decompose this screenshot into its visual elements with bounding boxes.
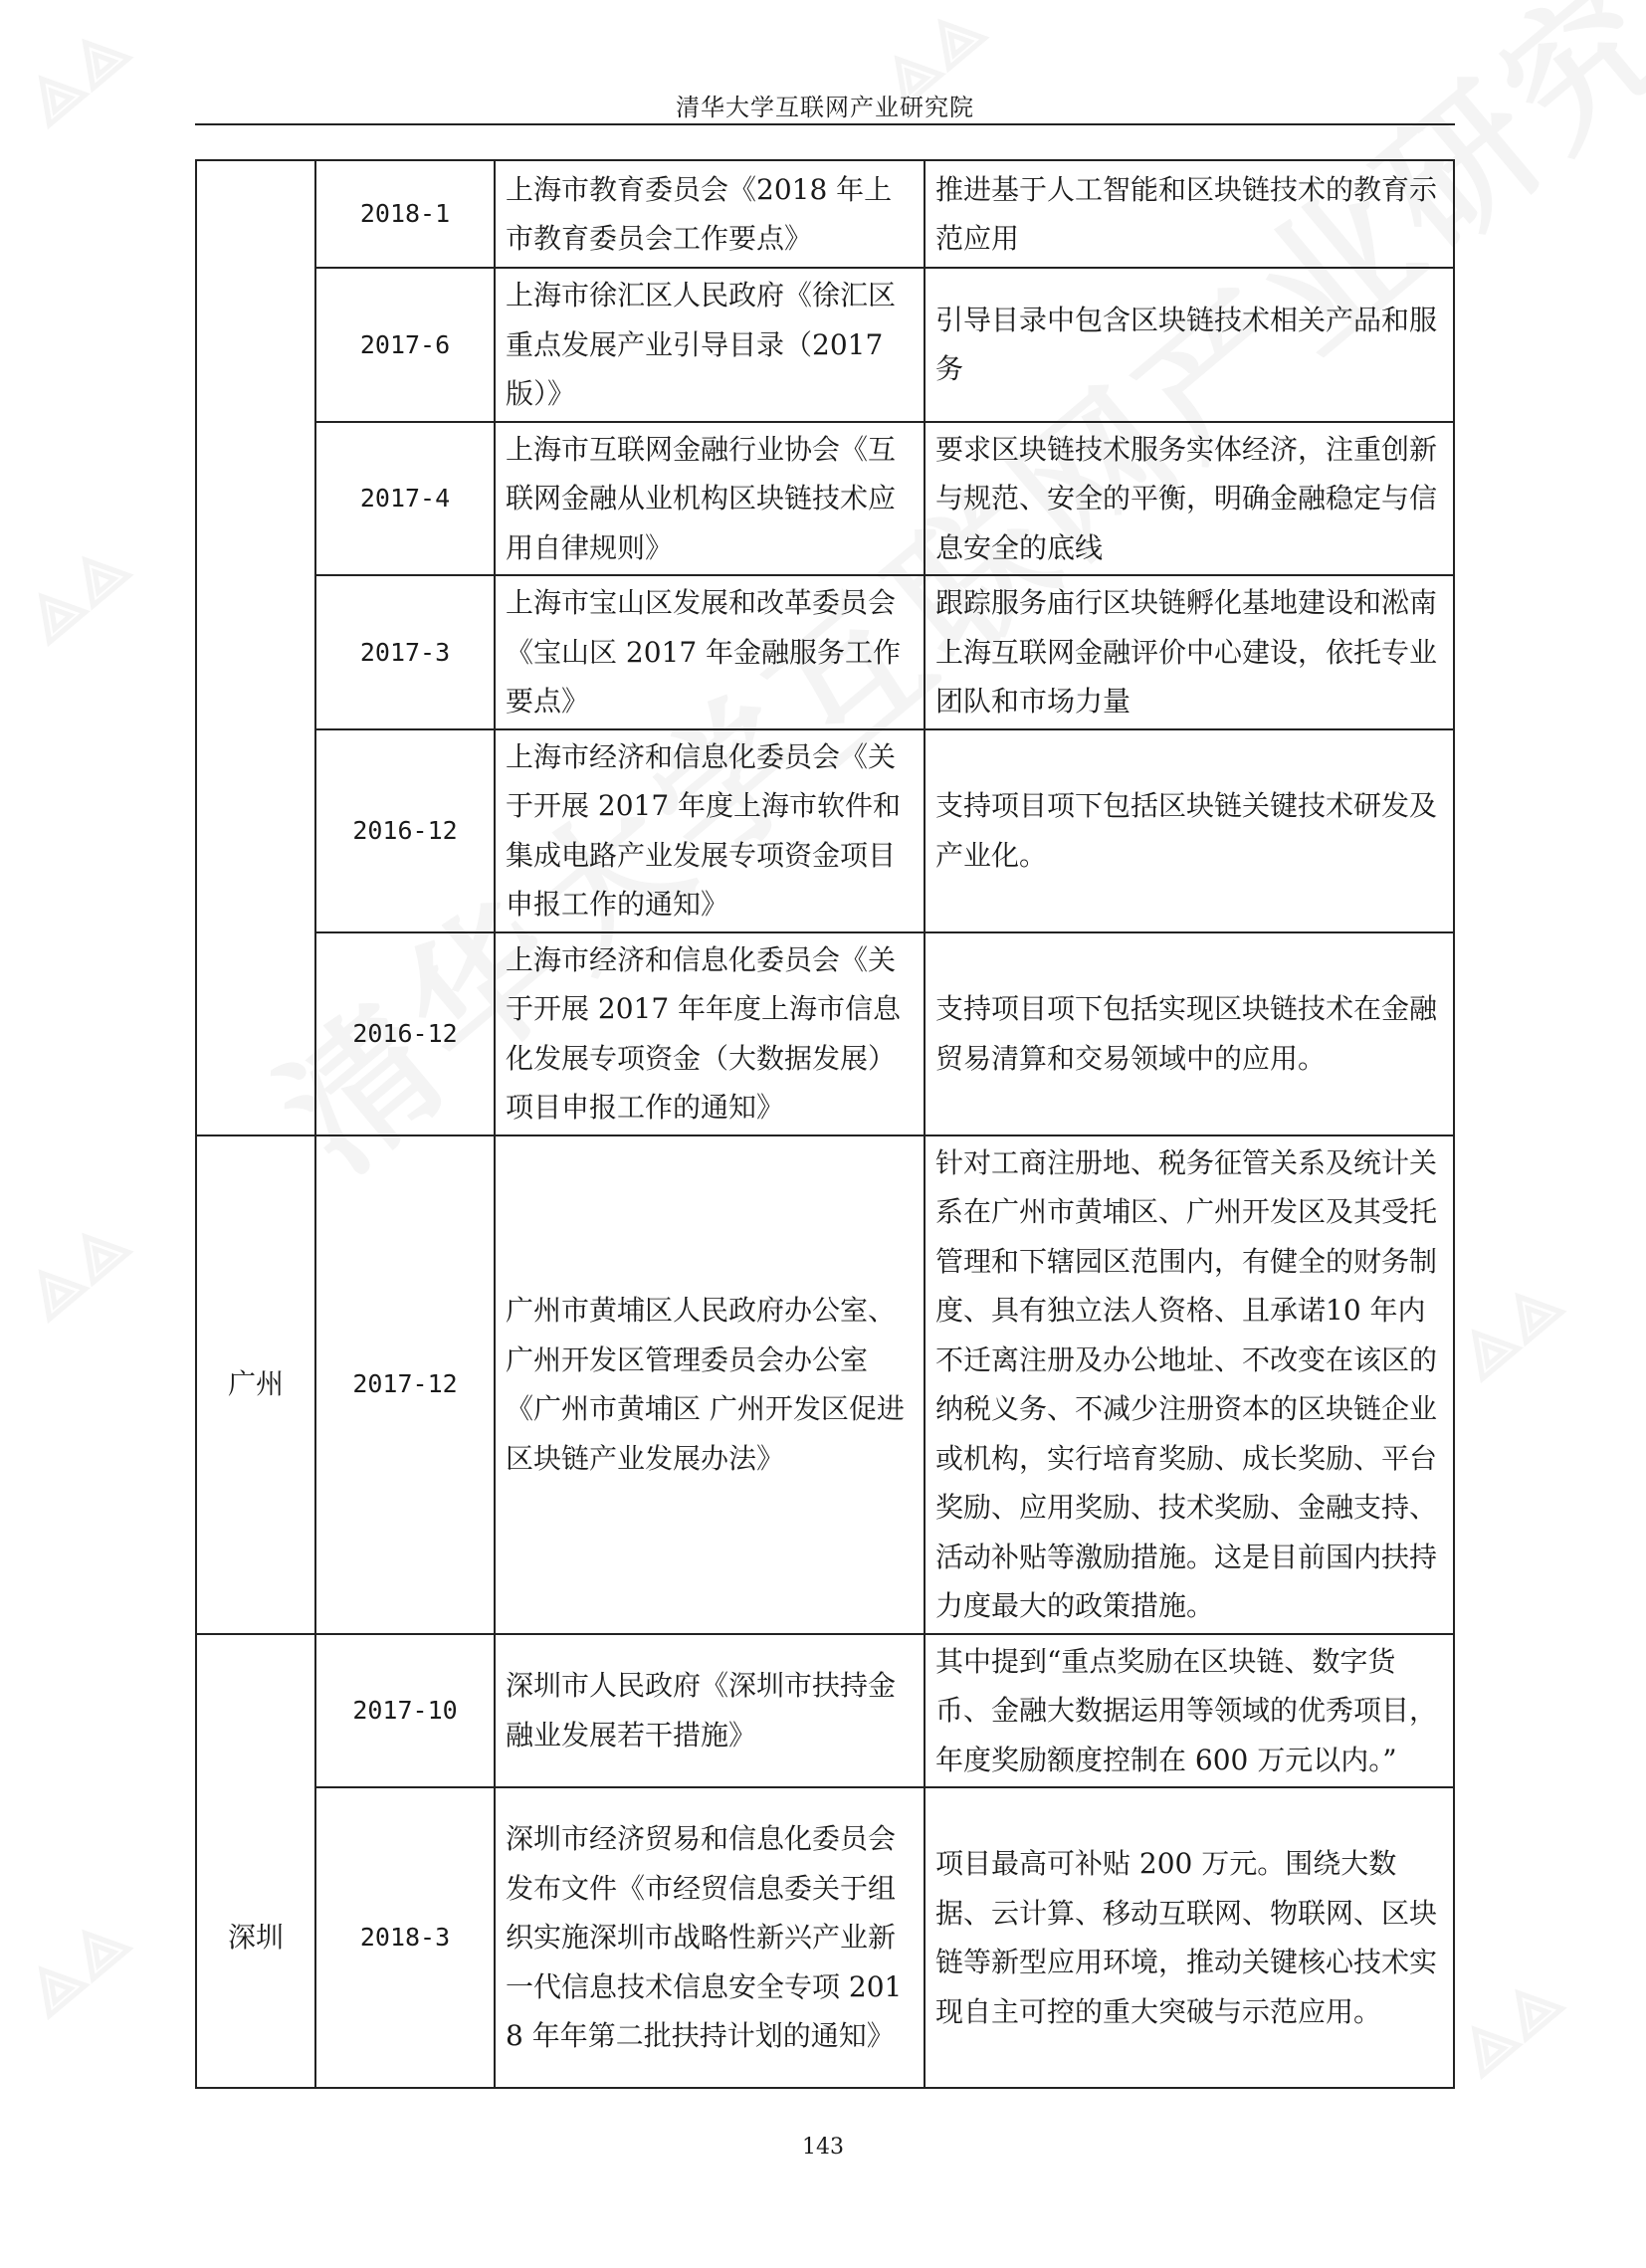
date-cell: 2017-3: [315, 575, 495, 729]
date-cell: 2018-1: [315, 160, 495, 268]
table-row: [196, 1634, 1454, 1788]
table-row: [196, 575, 1454, 729]
watermark-logo-icon: [1443, 1266, 1577, 1395]
document-cell: 广州市黄埔区人民政府办公室、广州开发区管理委员会办公室《广州市黄埔区 广州开发区促进区块链产业发展办法》: [495, 1135, 925, 1634]
city-cell: [196, 268, 315, 422]
city-cell: [196, 575, 315, 729]
table-row: [196, 160, 1454, 268]
document-cell: 上海市经济和信息化委员会《关于开展 2017 年年度上海市信息化发展专项资金（大数据发展）项目申报工作的通知》: [495, 932, 925, 1135]
content-cell: 其中提到“重点奖励在区块链、数字货币、金融大数据运用等领域的优秀项目，年度奖励额度控制在 600 万元以内。”: [925, 1634, 1454, 1788]
table-row: [196, 932, 1454, 1135]
content-cell: 引导目录中包含区块链技术相关产品和服务: [925, 268, 1454, 422]
city-cell: [196, 932, 315, 1135]
content-cell: 跟踪服务庙行区块链孵化基地建设和淞南上海互联网金融评价中心建设，依托专业团队和市场力量: [925, 575, 1454, 729]
city-cell: [196, 729, 315, 932]
table-row: [196, 1787, 1454, 2088]
policy-table: [195, 159, 1455, 2089]
watermark-logo-icon: [10, 12, 144, 141]
date-cell: 2016-12: [315, 932, 495, 1135]
document-cell: 上海市互联网金融行业协会《互联网金融从业机构区块链技术应用自律规则》: [495, 422, 925, 576]
content-cell: 项目最高可补贴 200 万元。围绕大数据、云计算、移动互联网、物联网、区块链等新型应用环境，推动关键核心技术实现自主可控的重大突破与示范应用。: [925, 1787, 1454, 2088]
date-cell: 2017-12: [315, 1135, 495, 1634]
table-row: [196, 422, 1454, 576]
table-row: [196, 1135, 1454, 1634]
city-cell: [196, 1634, 315, 1788]
document-cell: 上海市教育委员会《2018 年上市教育委员会工作要点》: [495, 160, 925, 268]
date-cell: 2018-3: [315, 1787, 495, 2088]
date-cell: 2017-6: [315, 268, 495, 422]
city-cell: [196, 160, 315, 268]
city-cell: 深圳: [196, 1787, 315, 2088]
content-cell: 推进基于人工智能和区块链技术的教育示范应用: [925, 160, 1454, 268]
document-cell: 深圳市经济贸易和信息化委员会发布文件《市经贸信息委关于组织实施深圳市战略性新兴产业新一代信息技术信息安全专项 2018 年年第二批扶持计划的通知》: [495, 1787, 925, 2088]
content-cell: 支持项目项下包括实现区块链技术在金融贸易清算和交易领域中的应用。: [925, 932, 1454, 1135]
document-cell: 上海市宝山区发展和改革委员会《宝山区 2017 年金融服务工作要点》: [495, 575, 925, 729]
page-header-title: 清华大学互联网产业研究院: [676, 94, 974, 121]
city-cell: 广州: [196, 1135, 315, 1634]
watermark-logo-icon: [10, 1903, 144, 2032]
date-cell: 2016-12: [315, 729, 495, 932]
content-cell: 支持项目项下包括区块链关键技术研发及产业化。: [925, 729, 1454, 932]
watermark-logo-icon: [1443, 1962, 1577, 2092]
content-cell: 针对工商注册地、税务征管关系及统计关系在广州市黄埔区、广州开发区及其受托管理和下辖园区范围内，有健全的财务制度、具有独立法人资格、且承诺10 年内不迁离注册及办公地址、不改变在该区的纳税义务、不减少注册资本的区块链企业或机构，实行培育奖励、成长奖励、平台奖励、应用奖励、技术奖励、金融支持、活动补贴等激励措施。这是目前国内扶持力度最大的政策措施。: [925, 1135, 1454, 1634]
document-cell: 上海市徐汇区人民政府《徐汇区重点发展产业引导目录（2017 版）》: [495, 268, 925, 422]
table-row: [196, 729, 1454, 932]
document-cell: 深圳市人民政府《深圳市扶持金融业发展若干措施》: [495, 1634, 925, 1788]
document-cell: 上海市经济和信息化委员会《关于开展 2017 年度上海市软件和集成电路产业发展专项资金项目申报工作的通知》: [495, 729, 925, 932]
content-cell: 要求区块链技术服务实体经济，注重创新与规范、安全的平衡，明确金融稳定与信息安全的底线: [925, 422, 1454, 576]
date-cell: 2017-4: [315, 422, 495, 576]
city-cell: [196, 422, 315, 576]
page-number: 143: [802, 2135, 844, 2160]
table-row: [196, 268, 1454, 422]
watermark-logo-icon: [10, 529, 144, 659]
date-cell: 2017-10: [315, 1634, 495, 1788]
header-divider: [195, 123, 1455, 125]
watermark-logo-icon: [10, 1206, 144, 1336]
